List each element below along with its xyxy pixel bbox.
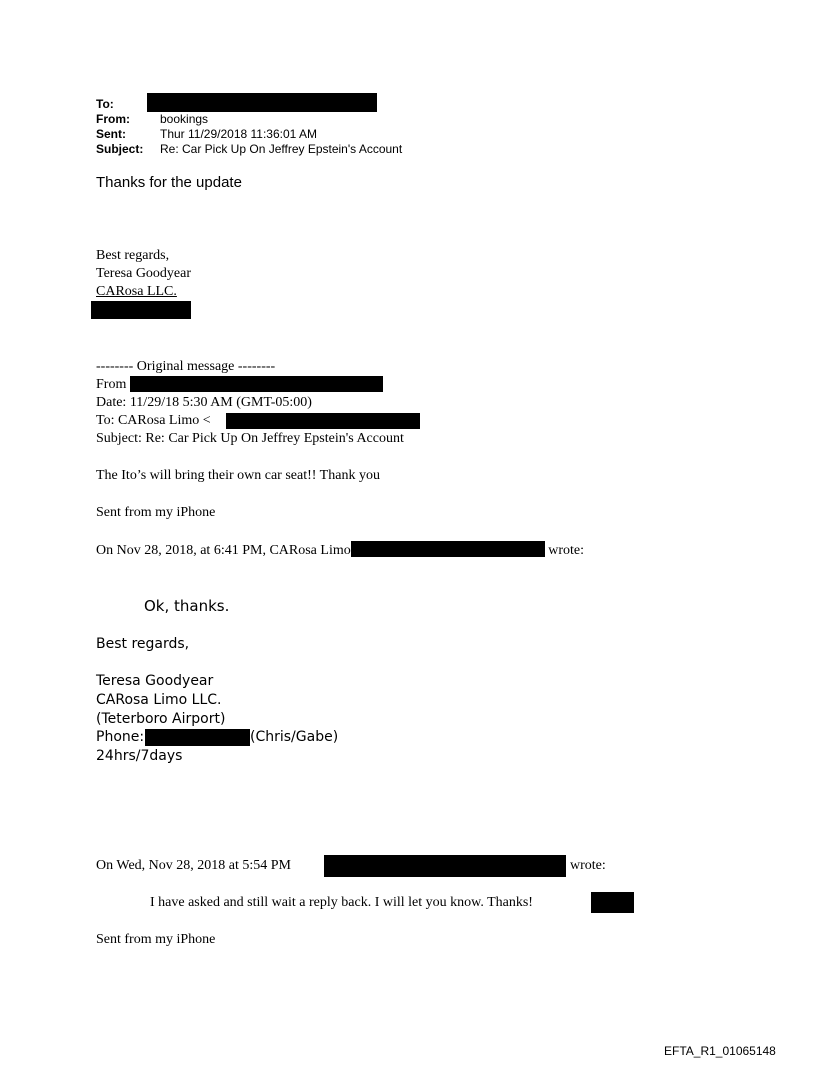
original-to: To: CARosa Limo < xyxy=(96,413,211,428)
redaction-original-to xyxy=(226,413,420,429)
redaction-original-from xyxy=(130,376,383,392)
reply-signature-regards: Best regards, xyxy=(96,248,170,263)
earlier-sent-from: Sent from my iPhone xyxy=(96,932,216,947)
quoted-hours: 24hrs/7days xyxy=(96,748,183,764)
original-body: The Ito’s will bring their own car seat!! Thank you xyxy=(96,468,380,483)
quoted-location: (Teterboro Airport) xyxy=(96,711,226,727)
quoted-name: Teresa Goodyear xyxy=(96,673,214,689)
reply-signature-company: CARosa LLC. xyxy=(96,284,177,299)
redaction-to xyxy=(147,93,377,112)
quote-attribution-1-suffix: wrote: xyxy=(548,543,584,558)
quote-attribution-1 xyxy=(96,541,584,559)
sent-row xyxy=(96,127,402,142)
from-label: From: xyxy=(96,112,130,126)
sent-label: Sent: xyxy=(96,127,126,141)
quoted-phone-contacts: (Chris/Gabe) xyxy=(250,729,339,745)
redaction-phone xyxy=(145,729,250,746)
subject-label: Subject: xyxy=(96,142,144,156)
quoted-best-regards: Best regards, xyxy=(96,636,190,652)
sent-value: Thur 11/29/2018 11:36:01 AM xyxy=(160,127,318,141)
earlier-body: I have asked and still wait a reply back. I will let you know. Thanks! xyxy=(150,895,533,910)
redaction-earlier-body xyxy=(591,892,634,913)
original-subject: Subject: Re: Car Pick Up On Jeffrey Epstein's Account xyxy=(96,431,404,446)
quoted-phone-label: Phone: xyxy=(96,729,145,745)
redaction-signature xyxy=(91,301,191,319)
redaction-earlier-sender xyxy=(324,855,566,877)
quoted-message: Ok, thanks. xyxy=(144,597,230,615)
reply-body: Thanks for the update xyxy=(96,174,242,191)
subject-value: Re: Car Pick Up On Jeffrey Epstein's Account xyxy=(160,142,403,156)
original-from-label: From xyxy=(96,377,127,392)
quote-attribution-1-prefix: On Nov 28, 2018, at 6:41 PM, CARosa Limo xyxy=(96,543,351,558)
subject-row xyxy=(96,142,402,157)
original-message-divider: -------- Original message -------- xyxy=(96,359,276,374)
to-label: To: xyxy=(96,97,114,111)
from-row xyxy=(96,112,402,127)
quote-attribution-2-prefix: On Wed, Nov 28, 2018 at 5:54 PM xyxy=(96,858,292,873)
redaction-carosa-email xyxy=(351,541,545,557)
reply-signature-name: Teresa Goodyear xyxy=(96,266,192,281)
quote-attribution-2-suffix: wrote: xyxy=(570,858,606,873)
original-date: Date: 11/29/18 5:30 AM (GMT-05:00) xyxy=(96,395,312,410)
document-id: EFTA_R1_01065148 xyxy=(664,1044,776,1058)
from-value: bookings xyxy=(160,112,209,126)
original-sent-from: Sent from my iPhone xyxy=(96,505,216,520)
quoted-company: CARosa Limo LLC. xyxy=(96,692,222,708)
